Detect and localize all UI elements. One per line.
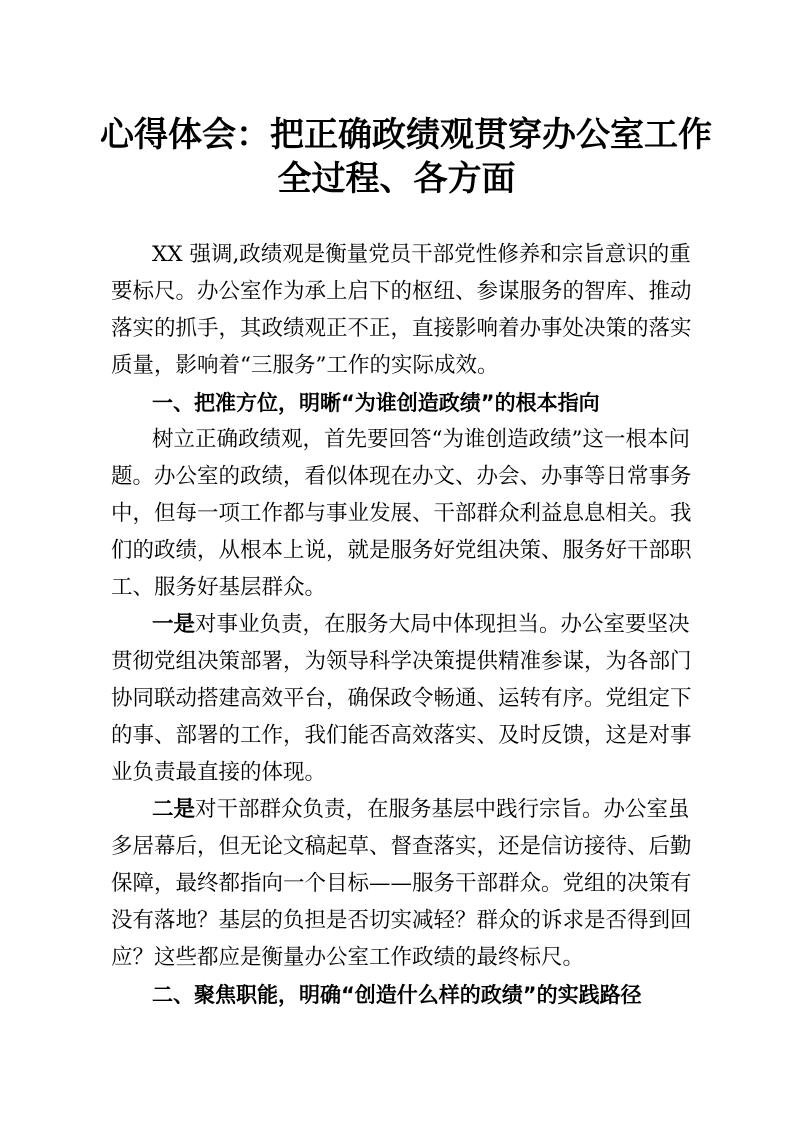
s1p2-line-5: 业负责最直接的体现。 [111, 760, 327, 785]
intro-line-4: 质量，影响着“三服务”工作的实际成效。 [111, 353, 499, 378]
s1p1-line-1: 树立正确政绩观，首先要回答“为谁创造政绩”这一根本问 [152, 427, 690, 452]
intro-line-2: 要标尺。办公室作为承上启下的枢纽、参谋服务的智库、推动 [111, 279, 692, 304]
s1p3-line-1-text: 对干部群众负责，在服务基层中践行宗旨。办公室虽 [195, 797, 690, 822]
s1p3-line-3: 保障，最终都指向一个目标——服务干部群众。党组的决策有 [111, 871, 692, 896]
s1p1-line-3: 中，但每一项工作都与事业发展、干部群众利益息息相关。我 [111, 501, 692, 526]
s1p1-line-2: 题。办公室的政绩，看似体现在办文、办会、办事等日常事务 [111, 464, 692, 489]
intro-line-3: 落实的抓手，其政绩观正不正，直接影响着办事处决策的落实 [111, 316, 692, 341]
document-title-line-2: 全过程、各方面 [277, 159, 516, 199]
s1p3-line-2: 多居幕后，但无论文稿起草、督查落实，还是信访接待、后勤 [111, 834, 692, 859]
s1p1-line-4: 们的政绩，从根本上说，就是服务好党组决策、服务好干部职 [111, 538, 692, 563]
s1p2-line-2: 贯彻党组决策部署，为领导科学决策提供精准参谋，为各部门 [111, 649, 692, 674]
lead-er-shi: 二是 [152, 797, 196, 822]
s1p2-line-1 [152, 611, 690, 639]
intro-line-1: XX 强调,政绩观是衡量党员干部党性修养和宗旨意识的重 [152, 242, 691, 267]
s1p1-line-5: 工、服务好基层群众。 [111, 575, 327, 600]
s1p2-line-3: 协同联动搭建高效平台，确保政令畅通、运转有序。党组定下 [111, 686, 692, 711]
lead-yi-shi: 一是 [152, 612, 196, 637]
section-heading-1: 一、把准方位，明晰“为谁创造政绩”的根本指向 [152, 391, 600, 415]
s1p3-line-5: 应？这些都应是衡量办公室工作政绩的最终标尺。 [111, 945, 585, 970]
s1p3-line-4: 没有落地？基层的负担是否切实减轻？群众的诉求是否得到回 [111, 908, 692, 933]
s1p2-line-1-text: 对事业负责，在服务大局中体现担当。办公室要坚决 [195, 612, 690, 637]
s1p3-line-1 [152, 796, 690, 824]
s1p2-line-4: 的事、部署的工作，我们能否高效落实、及时反馈，这是对事 [111, 723, 692, 748]
section-heading-2: 二、聚焦职能，明确“创造什么样的政绩”的实践路径 [152, 983, 642, 1007]
document-title-line-1: 心得体会：把正确政绩观贯穿办公室工作 [100, 115, 712, 155]
